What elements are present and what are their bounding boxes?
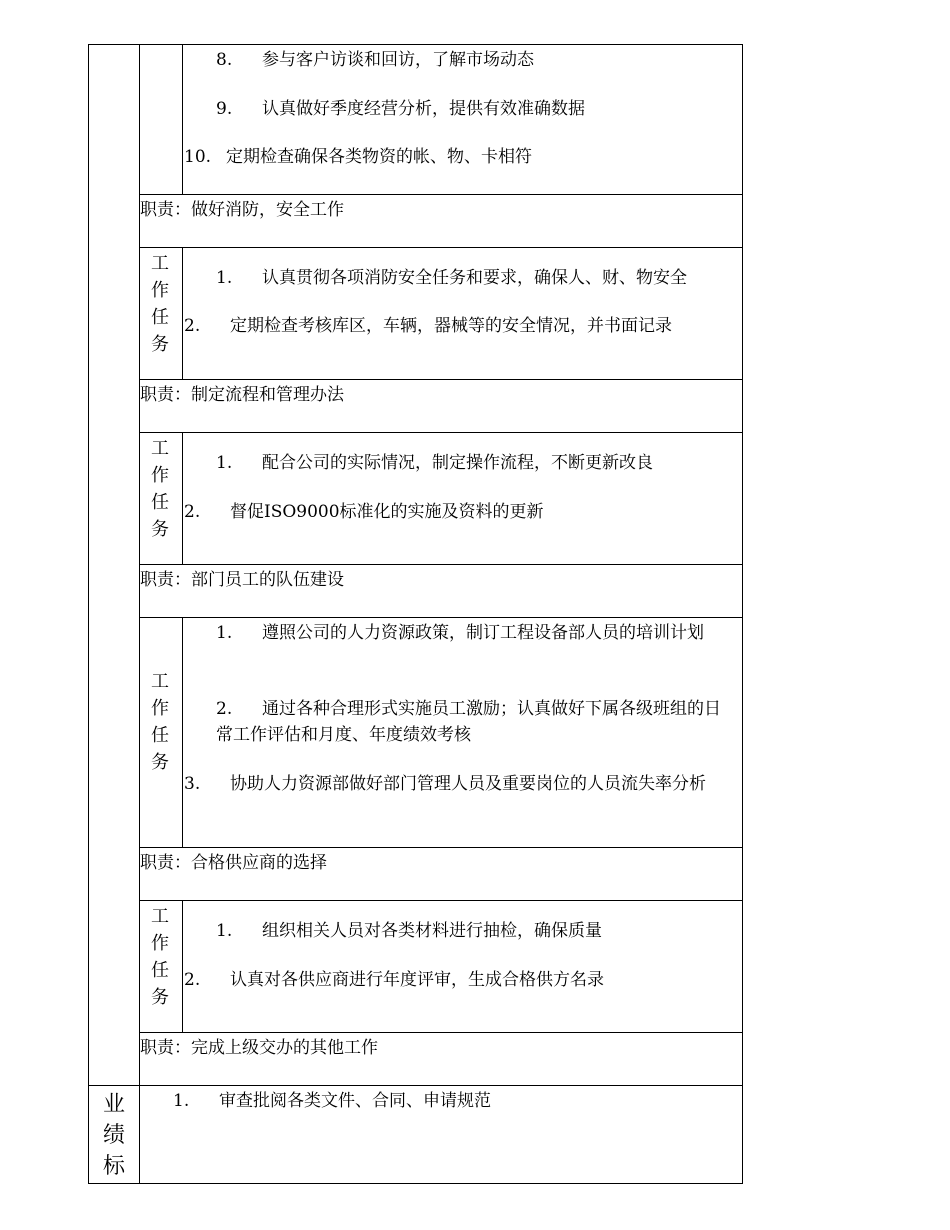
border-bottom [88, 1183, 743, 1184]
row-line [139, 1032, 743, 1033]
task-item: 1. 配合公司的实际情况，制定操作流程，不断更新改良 [216, 453, 653, 473]
row-line [139, 847, 743, 848]
column-divider-s3 [182, 617, 183, 848]
task-item: 2. 督促ISO9000标准化的实施及资料的更新 [184, 502, 544, 522]
row-line [139, 617, 743, 618]
task-item: 2. 定期检查考核库区，车辆，器械等的安全情况，并书面记录 [184, 316, 672, 336]
task-item: 1. 认真贯彻各项消防安全任务和要求，确保人、财、物安全 [216, 268, 687, 288]
row-line [139, 247, 743, 248]
row-line [139, 900, 743, 901]
task-item: 2. 认真对各供应商进行年度评审，生成合格供方名录 [184, 970, 604, 990]
row-line [139, 379, 743, 380]
task-label: 工 作 任 务 [151, 906, 169, 1008]
task-label: 工 作 任 务 [151, 253, 169, 355]
task-item: 3. 协助人力资源部做好部门管理人员及重要岗位的人员流失率分析 [184, 774, 706, 794]
border-top [88, 44, 743, 45]
column-divider-s4 [182, 900, 183, 1033]
column-divider-s1 [182, 247, 183, 380]
task-label: 工 作 任 务 [151, 438, 169, 540]
border-right [742, 44, 743, 1184]
duty-title: 职责：制定流程和管理办法 [140, 385, 344, 405]
row-line-kpi [88, 1085, 743, 1086]
task-item: 1. 组织相关人员对各类材料进行抽检，确保质量 [216, 921, 602, 941]
row-line [139, 564, 743, 565]
duty-title: 职责：合格供应商的选择 [140, 853, 327, 873]
task-item: 10. 定期检查确保各类物资的帐、物、卡相符 [184, 147, 532, 167]
task-item: 1. 遵照公司的人力资源政策，制订工程设备部人员的培训计划 [216, 623, 704, 643]
duty-title: 职责：部门员工的队伍建设 [140, 570, 344, 590]
column-divider-s2 [182, 432, 183, 565]
task-item: 8. 参与客户访谈和回访，了解市场动态 [216, 50, 534, 70]
kpi-label: 业 绩 标 [102, 1092, 125, 1179]
border-left [88, 44, 89, 1184]
row-line [139, 194, 743, 195]
kpi-item: 1. 审查批阅各类文件、合同、申请规范 [173, 1091, 491, 1111]
task-label: 工 作 任 务 [151, 671, 169, 773]
task-item: 9. 认真做好季度经营分析，提供有效准确数据 [216, 99, 585, 119]
column-divider-top [182, 44, 183, 195]
row-line [139, 432, 743, 433]
duty-title: 职责：完成上级交办的其他工作 [140, 1038, 378, 1058]
duty-title: 职责：做好消防，安全工作 [140, 200, 344, 220]
task-item: 2. 通过各种合理形式实施员工激励；认真做好下属各级班组的日常工作评估和月度、年度绩效考核 [216, 699, 721, 745]
